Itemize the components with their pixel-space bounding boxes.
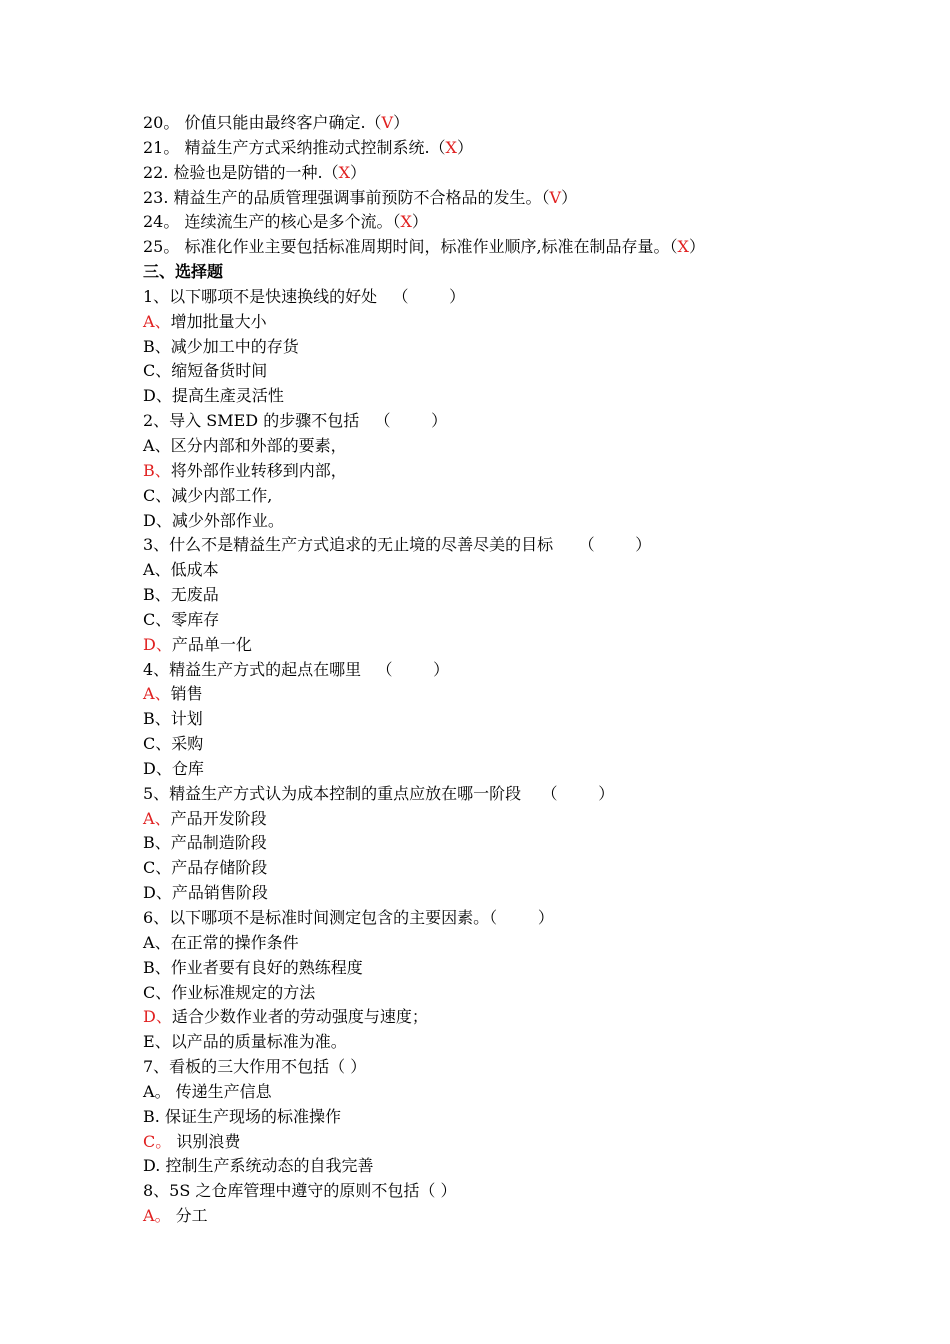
- option-text: 产品制造阶段: [170, 833, 267, 853]
- option-separator: 、: [154, 1032, 171, 1052]
- option-separator: 、: [154, 957, 171, 977]
- option-key: A: [143, 684, 155, 704]
- option-text: 作业标准规定的方法: [171, 982, 316, 1002]
- option-text: 销售: [170, 684, 203, 704]
- option-item: [143, 1030, 823, 1055]
- option-separator: 、: [155, 858, 172, 878]
- answer-mark: X: [338, 162, 351, 182]
- option-text: 控制生产系统动态的自我完善: [165, 1156, 374, 1176]
- question-stem: 2、导入 SMED 的步骤不包括 （ ）: [143, 411, 448, 431]
- option-text: 作业者要有良好的熟练程度: [170, 957, 363, 977]
- option-key: A: [143, 311, 155, 331]
- option-text: 减少内部工作,: [171, 485, 273, 505]
- option-item: [143, 707, 823, 732]
- option-key: C: [143, 361, 156, 381]
- option-key: E: [143, 1032, 155, 1052]
- closing-paren: ）: [393, 113, 410, 132]
- option-key: B: [143, 833, 155, 853]
- option-item: [143, 459, 823, 484]
- closing-paren: ）: [411, 212, 428, 232]
- question-stem: 7、看板的三大作用不包括（ ）: [143, 1057, 367, 1077]
- option-key: B: [143, 709, 155, 729]
- option-item: [143, 310, 823, 335]
- option-item: [143, 1080, 823, 1105]
- option-item: [143, 583, 823, 608]
- option-key: D: [143, 883, 156, 903]
- option-text: 缩短备货时间: [171, 361, 268, 381]
- option-separator: .: [155, 1156, 166, 1176]
- option-text: 低成本: [170, 560, 219, 580]
- option-separator: 、: [154, 460, 171, 480]
- question-text: 20。 价值只能由最终客户确定.（: [143, 113, 382, 132]
- question-text: 22. 检验也是防错的一种.（: [143, 162, 339, 182]
- closing-paren: ）: [688, 237, 705, 257]
- option-separator: 、: [155, 734, 172, 754]
- option-item: [143, 384, 823, 409]
- option-key: D: [143, 1007, 156, 1027]
- option-item: [143, 359, 823, 384]
- option-item: [143, 633, 823, 658]
- option-separator: 、: [154, 684, 171, 704]
- answer-mark: X: [445, 137, 457, 157]
- question-text: 21。 精益生产方式采纳推动式控制系统.（: [143, 137, 446, 157]
- option-separator: 、: [155, 510, 172, 530]
- option-text: 产品存储阶段: [171, 858, 268, 878]
- option-separator: 、: [154, 709, 171, 729]
- true-false-item: [143, 161, 823, 186]
- option-text: 传递生产信息: [175, 1081, 272, 1101]
- option-text: 增加批量大小: [170, 311, 267, 331]
- question-stem: 1、以下哪项不是快速换线的好处 （ ）: [143, 286, 466, 306]
- option-item: [143, 981, 823, 1006]
- option-separator: 。: [154, 1206, 176, 1226]
- option-text: 仓库: [171, 758, 204, 778]
- question-stem: 4、精益生产方式的起点在哪里 （ ）: [143, 659, 450, 679]
- option-separator: 、: [154, 585, 171, 605]
- option-key: C: [143, 982, 156, 1002]
- option-separator: 。: [154, 1081, 176, 1101]
- option-item: [143, 558, 823, 583]
- option-item: [143, 856, 823, 881]
- option-key: A: [143, 435, 155, 455]
- option-text: 计划: [170, 709, 203, 729]
- option-key: A: [143, 1081, 155, 1101]
- closing-paren: ）: [456, 137, 473, 157]
- question-text: 23. 精益生产的品质管理强调事前预防不合格品的发生。（: [143, 187, 550, 207]
- option-item: [143, 1105, 823, 1130]
- option-item: [143, 1130, 823, 1155]
- option-key: A: [143, 1206, 155, 1226]
- option-key: C: [143, 858, 156, 878]
- option-key: C: [143, 1131, 156, 1151]
- option-separator: 、: [154, 336, 171, 356]
- option-separator: 、: [154, 808, 171, 828]
- true-false-item: [143, 111, 823, 136]
- option-separator: 。: [155, 1131, 177, 1151]
- option-key: D: [143, 510, 156, 530]
- section-heading: 三、选择题: [143, 262, 224, 282]
- option-key: B: [143, 1106, 155, 1126]
- option-item: [143, 335, 823, 360]
- option-item: [143, 732, 823, 757]
- option-text: 采购: [171, 734, 204, 754]
- true-false-item: [143, 235, 823, 260]
- option-key: B: [143, 336, 155, 356]
- answer-mark: V: [549, 187, 562, 207]
- option-item: [143, 881, 823, 906]
- option-separator: 、: [155, 386, 172, 406]
- option-text: 识别浪费: [176, 1131, 241, 1151]
- option-key: D: [143, 386, 156, 406]
- option-text: 产品开发阶段: [170, 808, 267, 828]
- question-stem: 6、以下哪项不是标准时间测定包含的主要因素。（ ）: [143, 908, 554, 927]
- question-stem: 5、精益生产方式认为成本控制的重点应放在哪一阶段 （ ）: [143, 783, 615, 803]
- option-key: C: [143, 734, 156, 754]
- option-key: D: [143, 758, 156, 778]
- option-text: 分工: [175, 1206, 208, 1226]
- option-text: 在正常的操作条件: [170, 932, 299, 952]
- option-text: 减少外部作业。: [171, 510, 284, 530]
- option-separator: 、: [155, 1007, 172, 1027]
- option-separator: 、: [155, 361, 172, 381]
- option-key: C: [143, 485, 156, 505]
- option-separator: 、: [154, 560, 171, 580]
- closing-paren: ）: [561, 187, 578, 207]
- answer-mark: V: [381, 113, 394, 132]
- question-stem: 3、什么不是精益生产方式追求的无止境的尽善尽美的目标 （ ）: [143, 535, 652, 555]
- option-key: C: [143, 609, 156, 629]
- option-separator: 、: [154, 435, 171, 455]
- true-false-item: [143, 210, 823, 235]
- option-item: [143, 484, 823, 509]
- option-separator: 、: [155, 982, 172, 1002]
- option-separator: 、: [155, 883, 172, 903]
- option-text: 无废品: [170, 585, 219, 605]
- option-text: 产品单一化: [171, 634, 252, 654]
- option-separator: 、: [155, 485, 172, 505]
- question-text: 25。 标准化作业主要包括标准周期时间，标准作业顺序,标准在制品存量。（: [143, 237, 678, 257]
- option-key: A: [143, 932, 155, 952]
- option-item: [143, 931, 823, 956]
- option-item: [143, 831, 823, 856]
- option-key: B: [143, 957, 155, 977]
- option-separator: .: [154, 1106, 165, 1126]
- option-text: 产品销售阶段: [171, 883, 268, 903]
- option-key: A: [143, 560, 155, 580]
- option-text: 保证生产现场的标准操作: [164, 1106, 341, 1126]
- option-text: 将外部作业转移到内部，: [170, 460, 347, 480]
- option-text: 以产品的质量标准为准。: [170, 1032, 347, 1052]
- option-key: D: [143, 634, 156, 654]
- option-separator: 、: [155, 758, 172, 778]
- option-separator: 、: [155, 609, 172, 629]
- option-item: [143, 807, 823, 832]
- option-separator: 、: [154, 932, 171, 952]
- document-body: [143, 111, 823, 1229]
- answer-mark: X: [677, 237, 689, 257]
- option-item: [143, 1154, 823, 1179]
- option-item: [143, 1204, 823, 1229]
- option-text: 适合少数作业者的劳动强度与速度；: [171, 1007, 428, 1027]
- closing-paren: ）: [350, 162, 367, 182]
- option-text: 提高生產灵活性: [171, 386, 284, 406]
- question-stem: 8、5S 之仓库管理中遵守的原则不包括（ ）: [143, 1181, 457, 1201]
- option-key: D: [143, 1156, 156, 1176]
- answer-mark: X: [400, 212, 412, 232]
- option-text: 区分内部和外部的要素，: [170, 435, 347, 455]
- option-key: A: [143, 808, 155, 828]
- option-separator: 、: [155, 634, 172, 654]
- option-separator: 、: [154, 833, 171, 853]
- option-text: 减少加工中的存货: [170, 336, 299, 356]
- true-false-item: [143, 186, 823, 211]
- option-item: [143, 509, 823, 534]
- option-item: [143, 434, 823, 459]
- question-text: 24。 连续流生产的核心是多个流。（: [143, 212, 401, 232]
- option-item: [143, 608, 823, 633]
- option-key: B: [143, 460, 155, 480]
- true-false-item: [143, 136, 823, 161]
- option-item: [143, 956, 823, 981]
- option-key: B: [143, 585, 155, 605]
- option-text: 零库存: [171, 609, 220, 629]
- option-item: [143, 757, 823, 782]
- option-item: [143, 1005, 823, 1030]
- option-item: [143, 682, 823, 707]
- option-separator: 、: [154, 311, 171, 331]
